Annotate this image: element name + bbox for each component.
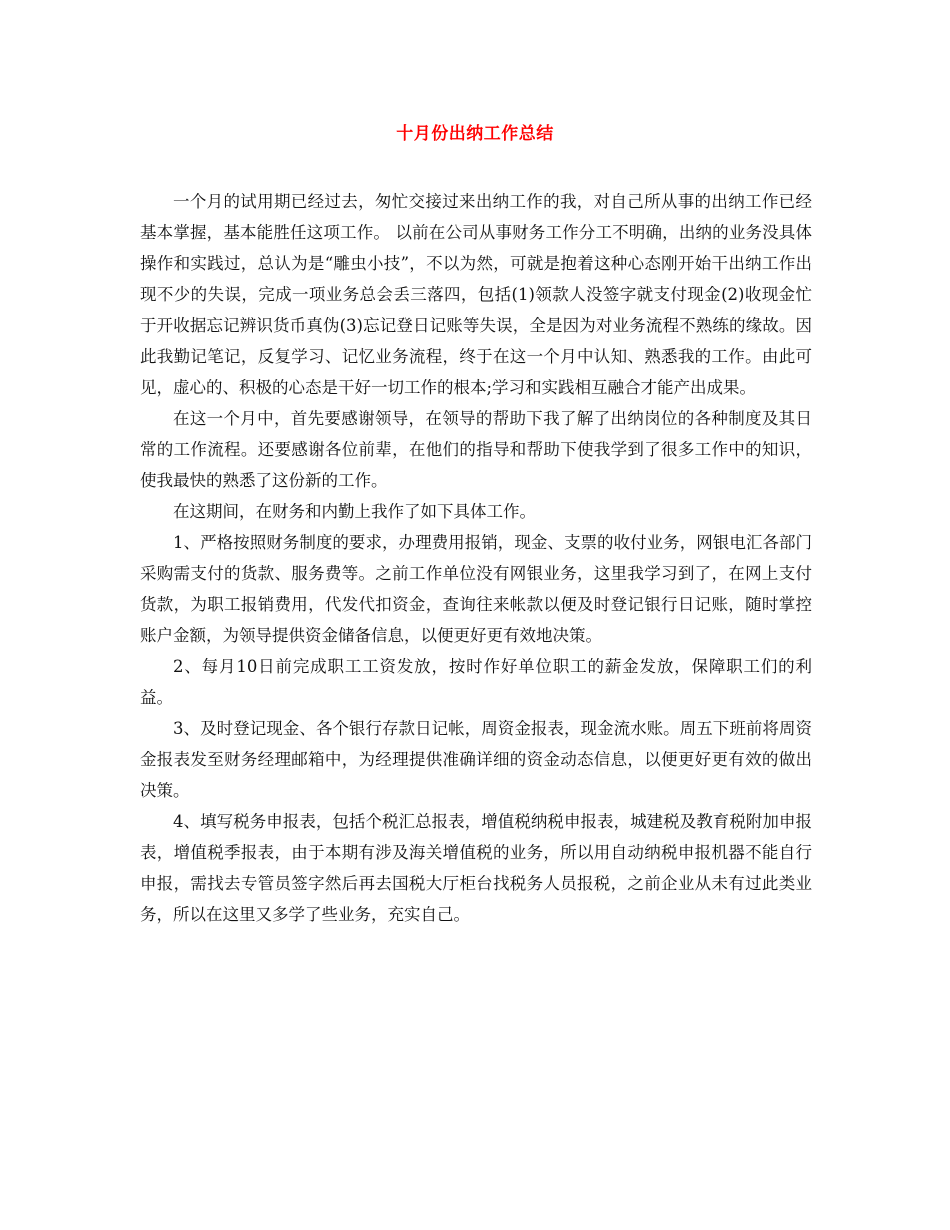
paragraph-thanks: 在这一个月中，首先要感谢领导，在领导的帮助下我了解了出纳岗位的各种制度及其日常的工作流程。还要感谢各位前辈，在他们的指导和帮助下使我学到了很多工作中的知识，使我最快的熟悉了这份新的工作。 (140, 409, 812, 490)
paragraph-item-1: 1、严格按照财务制度的要求，办理费用报销，现金、支票的收付业务，网银电汇各部门采购需支付的货款、服务费等。之前工作单位没有网银业务，这里我学习到了，在网上支付货款，为职工报销费用，代发代扣资金，查询往来帐款以便及时登记银行日记账，随时掌控账户金额，为领导提供资金储备信息，以便更好更有效地决策。 (140, 533, 812, 645)
paragraph-item-2: 2、每月10日前完成职工工资发放，按时作好单位职工的薪金发放，保障职工们的利益。 (140, 657, 812, 707)
document-title: 十月份出纳工作总结 (396, 124, 554, 144)
paragraph-intro: 一个月的试用期已经过去，匆忙交接过来出纳工作的我，对自己所从事的出纳工作已经基本掌握，基本能胜任这项工作。 以前在公司从事财务工作分工不明确，出纳的业务没具体操作和实践过，总认为是“雕虫小技”，不以为然，可就是抱着这种心态刚开始干出纳工作出现不少的失误，完成一项业务总会丢三落四，包括(1)领款人没签字就支付现金(2)收现金忙于开收据忘记辨识货币真伪(3)忘记登日记账等失误，全是因为对业务流程不熟练的缘故。因此我勤记笔记，反复学习、记忆业务流程，终于在这一个月中认知、熟悉我的工作。由此可见，虚心的、积极的心态是干好一切工作的根本;学习和实践相互融合才能产出成果。 (140, 192, 812, 397)
document-body (140, 186, 812, 930)
paragraph-work-overview: 在这期间，在财务和内勤上我作了如下具体工作。 (173, 502, 536, 521)
paragraph-item-4: 4、填写税务申报表，包括个税汇总报表，增值税纳税申报表，城建税及教育税附加申报表，增值税季报表，由于本期有涉及海关增值税的业务，所以用自动纳税申报机器不能自行申报，需找去专管员签字然后再去国税大厅柜台找税务人员报税，之前企业从未有过此类业务，所以在这里又多学了些业务，充实自己。 (140, 812, 812, 924)
paragraph-item-3: 3、及时登记现金、各个银行存款日记帐，周资金报表，现金流水账。周五下班前将周资金报表发至财务经理邮箱中，为经理提供准确详细的资金动态信息，以便更好更有效的做出决策。 (140, 719, 812, 800)
